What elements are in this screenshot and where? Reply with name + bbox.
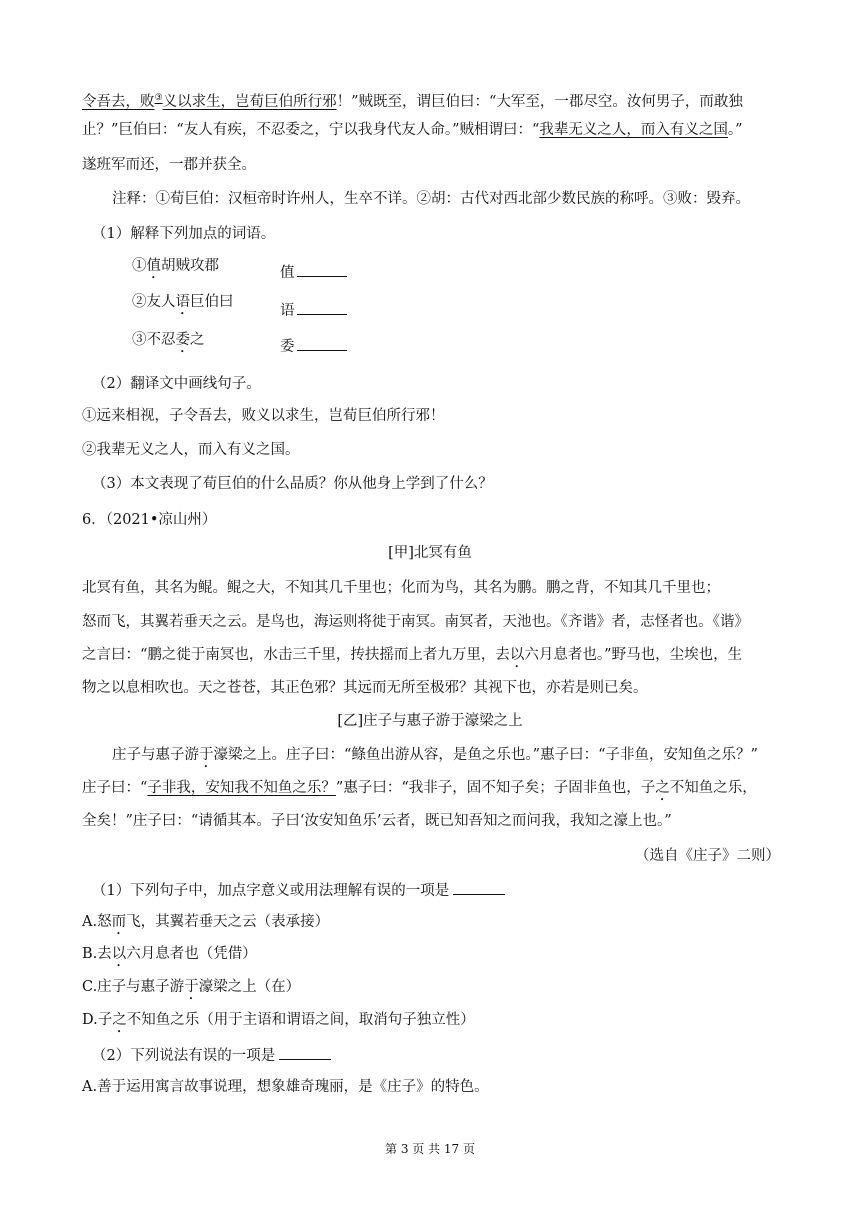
q6-sub1-title: （1）下列句子中，加点字意义或用法理解有误的一项是 [92, 880, 792, 901]
q1-item-2: ②友人语巨伯曰 [132, 294, 234, 310]
q6-sub1-answer-blank[interactable] [453, 880, 505, 895]
passage-line-1: 令吾去，败③义以求生，岂荀巨伯所行邪！”贼既至，谓巨伯曰：“大军至，一郡尽空。汝何男子，而敢独 [82, 93, 743, 110]
q3-title: （3）本文表现了荀巨伯的什么品质？你从他身上学到了什么？ [92, 476, 493, 492]
jia-line-1: 北冥有鱼，其名为鲲。鲲之大，不知其几千里也；化而为鸟，其名为鹏。鹏之背，不知其几千里也； [82, 580, 720, 596]
option-b[interactable]: B.去以六月息者也（凭借） [82, 946, 257, 962]
source-note: （选自《庄子》二则） [635, 848, 780, 864]
passage-line-2: 止？”巨伯曰：“友人有疾，不忍委之，宁以我身代友人命。”贼相谓曰：“我辈无义之人，而入有义之国。” [82, 122, 743, 138]
option-a[interactable]: A.怒而飞，其翼若垂天之云（表承接） [82, 914, 330, 930]
page-footer: 第 3 页 共 17 页 [385, 1142, 475, 1156]
yi-line-3: 全矣！”庄子曰：“请循其本。子曰‘汝安知鱼乐’云者，既已知吾知之而问我，我知之濠上也。” [82, 813, 672, 829]
q1-answer-3[interactable]: 委 [280, 336, 347, 357]
q1-item-1: ①值胡贼攻郡 [132, 258, 219, 274]
q1-item-3: ③不忍委之 [132, 332, 205, 348]
yi-line-2: 庄子曰：“子非我，安知我不知鱼之乐？”惠子曰：“我非子，固不知子矣；子固非鱼也，子之不知鱼之乐， [82, 780, 757, 796]
q1-title: （1）解释下列加点的词语。 [92, 226, 276, 242]
q6-sub2-answer-blank[interactable] [279, 1045, 331, 1060]
q1-answer-1[interactable]: 值 [280, 262, 347, 283]
jia-line-4: 物之以息相吹也。天之苍苍，其正色邪？其远而无所至极邪？其视下也，亦若是则已矣。 [82, 680, 648, 696]
yi-title: [乙]庄子与惠子游于濠梁之上 [337, 713, 523, 729]
q1-answer-2[interactable]: 语 [280, 300, 347, 321]
yi-line-1: 庄子与惠子游于濠梁之上。庄子曰：“鲦鱼出游从容，是鱼之乐也。”惠子曰：“子非鱼，安知鱼之乐？” [112, 747, 758, 763]
option-d[interactable]: D.子之不知鱼之乐（用于主语和谓语之间，取消句子独立性） [82, 1012, 475, 1028]
q2-sentence-1: ①远来相视，子令吾去，败义以求生，岂荀巨伯所行邪！ [82, 408, 445, 424]
notes: 注释：①荀巨伯：汉桓帝时许州人，生卒不详。②胡：古代对西北部少数民族的称呼。③败：毁弃。 [112, 191, 750, 207]
jia-line-2: 怒而飞，其翼若垂天之云。是鸟也，海运则将徙于南冥。南冥者，天池也。《齐谐》者，志怪者也。《谐》 [82, 614, 749, 630]
jia-line-3: 之言曰：“鹏之徙于南冥也，水击三千里，抟扶摇而上者九万里，去以六月息者也。”野马也，尘埃也，生 [82, 647, 743, 663]
passage-line-3: 遂班军而还，一郡并获全。 [82, 157, 256, 173]
q2-sentence-2: ②我辈无义之人，而入有义之国。 [82, 442, 300, 458]
q2-title: （2）翻译文中画线句子。 [92, 376, 261, 392]
q6-sub2-title: （2）下列说法有误的一项是 [92, 1045, 792, 1066]
jia-title: [甲]北冥有鱼 [388, 545, 472, 561]
sub2-option-a[interactable]: A.善于运用寓言故事说理，想象雄奇瑰丽，是《庄子》的特色。 [82, 1079, 489, 1095]
q6-heading: 6．（2021•凉山州） [82, 512, 217, 528]
option-c[interactable]: C.庄子与惠子游于濠梁之上（在） [82, 979, 301, 995]
